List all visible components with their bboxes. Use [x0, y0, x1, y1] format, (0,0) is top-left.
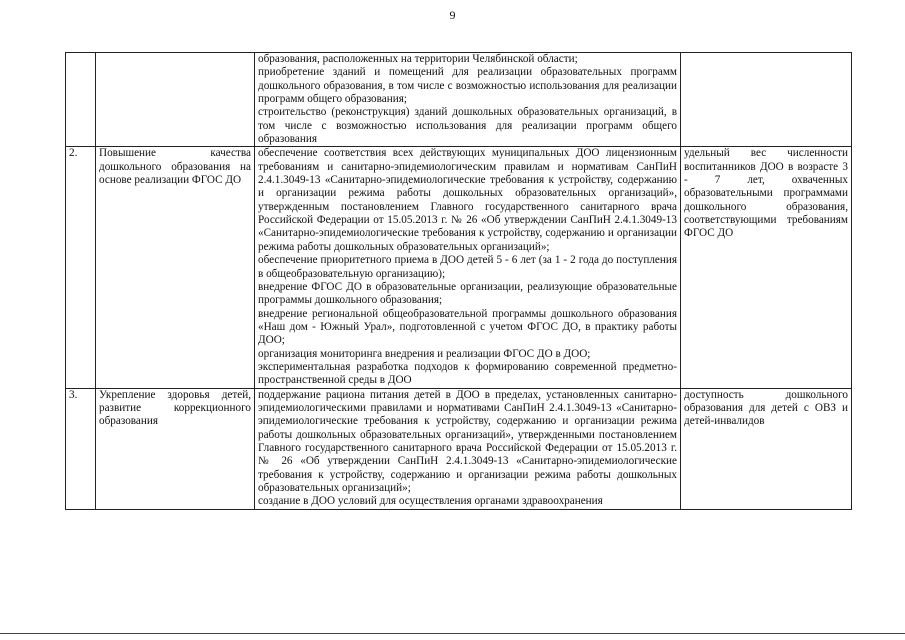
table-row — [66, 53, 852, 147]
page-number: 9 — [449, 8, 456, 22]
activity-item: обеспечение приоритетного приема в ДОО детей 5 - 6 лет (за 1 - 2 года до поступления в общеобразовательную организацию); — [258, 254, 677, 280]
activities-cell — [255, 53, 681, 147]
activity-item: экспериментальная разработка подходов к формированию современной предметно-пространственной среды в ДОО — [258, 360, 677, 387]
activities-cell — [255, 388, 681, 509]
page-bottom-rule — [0, 633, 905, 634]
goal-cell — [96, 53, 255, 147]
table-row — [66, 388, 852, 509]
indicator-cell: удельный вес численности воспитанников ДОО в возрасте 3 - 7 лет, охваченных образовательными программами дошкольного образования, соответствующими требованиям ФГОС ДО — [681, 147, 852, 388]
activities-cell — [255, 147, 681, 388]
activity-item: создание в ДОО условий для осуществления органами здравоохранения — [258, 495, 603, 508]
program-table — [65, 52, 852, 510]
activity-item: строительство (реконструкция) зданий дошкольных образовательных организаций, в том числе с возможностью использования для реализации программ общего образования — [258, 106, 677, 146]
activity-item: приобретение зданий и помещений для реализации образовательных программ дошкольного образования, в том числе с возможностью использования для реализации программ общего образования; — [258, 66, 677, 106]
activity-item: образования, расположенных на территории Челябинской области; — [258, 53, 578, 65]
indicator-cell — [681, 53, 852, 147]
row-number-cell: 2. — [66, 147, 96, 388]
activity-item: организация мониторинга внедрения и реализации ФГОС ДО в ДОО; — [258, 347, 591, 360]
activity-item: поддержание рациона питания детей в ДОО в пределах, установленных санитарно-эпидемиологическими правилами и нормативами СанПиН 2.4.1.3049-13 «Санитарно-эпидемиологические требования к устройству, содержанию и организации режима работы дошкольных образовательных организаций», утвержденными постановлением Главного государственного санитарного врача Российской Федерации от 15.05.2013 г. № 26 «Об утверждении СанПиН 2.4.1.3049-13 «Санитарно-эпидемиологические требования к устройству, содержанию и организации режима работы дошкольных образовательных организаций»; — [258, 388, 677, 494]
table-row — [66, 147, 852, 388]
activity-item: внедрение региональной общеобразовательной программы дошкольного образования «Наш дом - Южный Урал», подготовленной с учетом ФГОС ДО, в практику работы ДОО; — [258, 307, 677, 347]
row-number-cell: 3. — [66, 388, 96, 509]
activity-item: внедрение ФГОС ДО в образовательные организации, реализующие образовательные программы дошкольного образования; — [258, 280, 677, 307]
goal-cell: Повышение качества дошкольного образования на основе реализации ФГОС ДО — [96, 147, 255, 388]
indicator-cell: доступность дошкольного образования для детей с ОВЗ и детей-инвалидов — [681, 388, 852, 509]
goal-cell: Укрепление здоровья детей, развитие коррекционного образования — [96, 388, 255, 509]
row-number-cell — [66, 53, 96, 147]
activity-item: обеспечение соответствия всех действующих муниципальных ДОО лицензионным требованиям и санитарно-эпидемиологическим правилам и нормативам СанПиН 2.4.1.3049-13 «Санитарно-эпидемиологические требования к устройству, содержанию и организации режима работы дошкольных образовательных организаций», утвержденным постановлением Главного государственного санитарного врача Российской Федерации от 15.05.2013 г. № 26 «Об утверждении СанПиН 2.4.1.3049-13 «Санитарно-эпидемиологические требования к устройству, содержанию и организации режима работы дошкольных образовательных организаций»; — [258, 147, 677, 253]
